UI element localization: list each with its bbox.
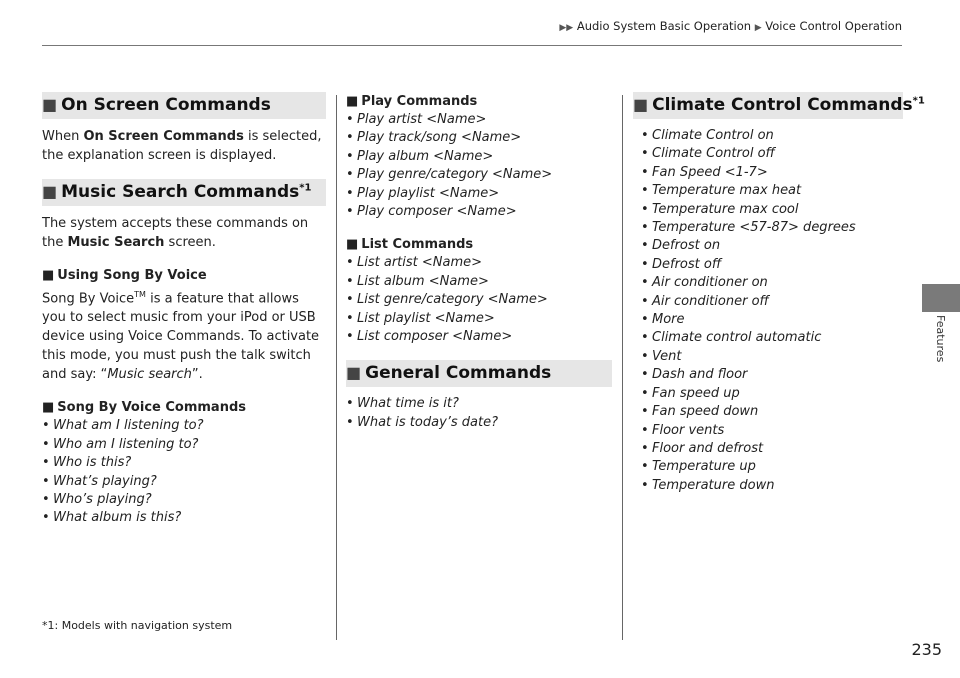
song-by-voice-commands-list bbox=[42, 417, 326, 527]
heading-text: Music Search Commands bbox=[61, 182, 300, 202]
list-item: • Play artist <Name> bbox=[346, 112, 487, 127]
list-item: • Defrost off bbox=[641, 256, 722, 272]
square-bullet-icon: ■ bbox=[633, 95, 649, 114]
list-commands-heading: ■ List Commands bbox=[346, 237, 474, 253]
list-item: • Play composer <Name> bbox=[346, 204, 517, 220]
list-item: • Floor and defrost bbox=[641, 440, 764, 456]
footnote: *1: Models with navigation system bbox=[42, 619, 233, 632]
list-item: • More bbox=[641, 312, 685, 328]
list-item: • Air conditioner off bbox=[641, 293, 769, 309]
list-item: • Play playlist <Name> bbox=[346, 185, 500, 201]
page-number: 235 bbox=[911, 640, 942, 659]
list-item: • Who is this? bbox=[42, 455, 132, 471]
list-item: • Fan Speed <1-7> bbox=[641, 164, 768, 180]
list-item: • Air conditioner on bbox=[641, 275, 768, 291]
list-item: • Climate Control off bbox=[641, 146, 775, 162]
music-search-commands-heading bbox=[42, 179, 326, 206]
square-bullet-icon: ■ bbox=[346, 94, 359, 109]
list-item: • Play album <Name> bbox=[346, 148, 494, 164]
music-search-text: The system accepts these commands on the Music Search screen. bbox=[42, 216, 309, 250]
list-item: • Defrost on bbox=[641, 238, 721, 254]
list-item: • What time is it? bbox=[346, 396, 459, 412]
square-bullet-icon: ■ bbox=[42, 400, 55, 416]
heading-text: General Commands bbox=[365, 363, 552, 384]
list-item: • Play track/song <Name> bbox=[346, 130, 522, 146]
list-item: • Fan speed down bbox=[641, 404, 759, 420]
list-item: • Dash and floor bbox=[641, 367, 748, 383]
list-item: • What’s playing? bbox=[42, 473, 157, 489]
breadcrumb bbox=[559, 19, 902, 33]
list-item: • Who am I listening to? bbox=[42, 436, 199, 452]
heading-text: On Screen Commands bbox=[61, 95, 271, 115]
on-screen-commands-heading bbox=[42, 92, 326, 119]
list-item: • What is today’s date? bbox=[346, 414, 499, 430]
on-screen-commands-text: When On Screen Commands is selected, the explanation screen is displayed. bbox=[42, 129, 322, 163]
left-column bbox=[42, 92, 326, 542]
list-item: • Climate Control on bbox=[641, 128, 774, 143]
list-item: • Play genre/category <Name> bbox=[346, 167, 553, 183]
list-item: • Temperature up bbox=[641, 459, 756, 475]
footnote-ref: *1 bbox=[912, 95, 925, 107]
song-by-voice-commands-heading: ■ Song By Voice Commands bbox=[42, 400, 247, 416]
column-divider bbox=[622, 95, 623, 640]
square-bullet-icon: ■ bbox=[346, 237, 359, 253]
footnote-ref: *1 bbox=[299, 182, 312, 194]
breadcrumb-current: Voice Control Operation bbox=[765, 19, 902, 33]
list-item: • Floor vents bbox=[641, 422, 725, 438]
breadcrumb-parent[interactable]: Audio System Basic Operation bbox=[576, 19, 752, 33]
square-bullet-icon: ■ bbox=[42, 268, 55, 283]
play-commands-heading: ■ Play Commands bbox=[346, 94, 478, 109]
song-by-voice-heading: ■ Using Song By Voice bbox=[42, 268, 207, 283]
list-item: • Who’s playing? bbox=[42, 491, 152, 507]
right-column bbox=[633, 92, 925, 509]
square-bullet-icon: ■ bbox=[346, 363, 362, 383]
breadcrumb-arrow-icon: ▶ bbox=[754, 23, 762, 33]
list-item: • List composer <Name> bbox=[346, 329, 513, 345]
general-commands-list bbox=[346, 395, 612, 432]
list-item: • Temperature down bbox=[641, 477, 775, 493]
climate-commands-list bbox=[633, 127, 903, 495]
column-divider bbox=[336, 95, 337, 640]
square-bullet-icon: ■ bbox=[42, 182, 58, 201]
list-item: • What album is this? bbox=[42, 510, 182, 526]
list-item: • Temperature max cool bbox=[641, 201, 799, 217]
list-item: • Fan speed up bbox=[641, 385, 740, 401]
climate-control-commands-heading bbox=[633, 92, 925, 119]
section-tab[interactable] bbox=[922, 284, 960, 312]
list-item: • List album <Name> bbox=[346, 273, 489, 289]
breadcrumb-arrow-icon: ▶▶ bbox=[559, 23, 574, 33]
list-item: • Temperature <57-87> degrees bbox=[641, 220, 856, 236]
heading-text: Climate Control Commands bbox=[652, 95, 913, 115]
list-item: • What am I listening to? bbox=[42, 418, 204, 434]
list-item: • Climate control automatic bbox=[641, 330, 822, 346]
list-item: • List genre/category <Name> bbox=[346, 292, 548, 308]
list-item: • List artist <Name> bbox=[346, 255, 483, 271]
middle-column bbox=[346, 92, 612, 446]
header-divider bbox=[42, 45, 902, 46]
general-commands-heading bbox=[346, 360, 612, 387]
play-commands-list bbox=[346, 111, 612, 221]
list-item: • Vent bbox=[641, 348, 682, 364]
square-bullet-icon: ■ bbox=[42, 95, 58, 114]
song-by-voice-text: Song By Voice™ is a feature that allows you to select music from your iPod or USB device using Voice Commands. To activate this mode, you must push the talk switch and say: “Music search”. bbox=[42, 290, 320, 383]
list-item: • List playlist <Name> bbox=[346, 310, 495, 326]
section-tab-label: Features bbox=[934, 315, 947, 363]
list-commands-list bbox=[346, 254, 612, 346]
list-item: • Temperature max heat bbox=[641, 183, 802, 199]
